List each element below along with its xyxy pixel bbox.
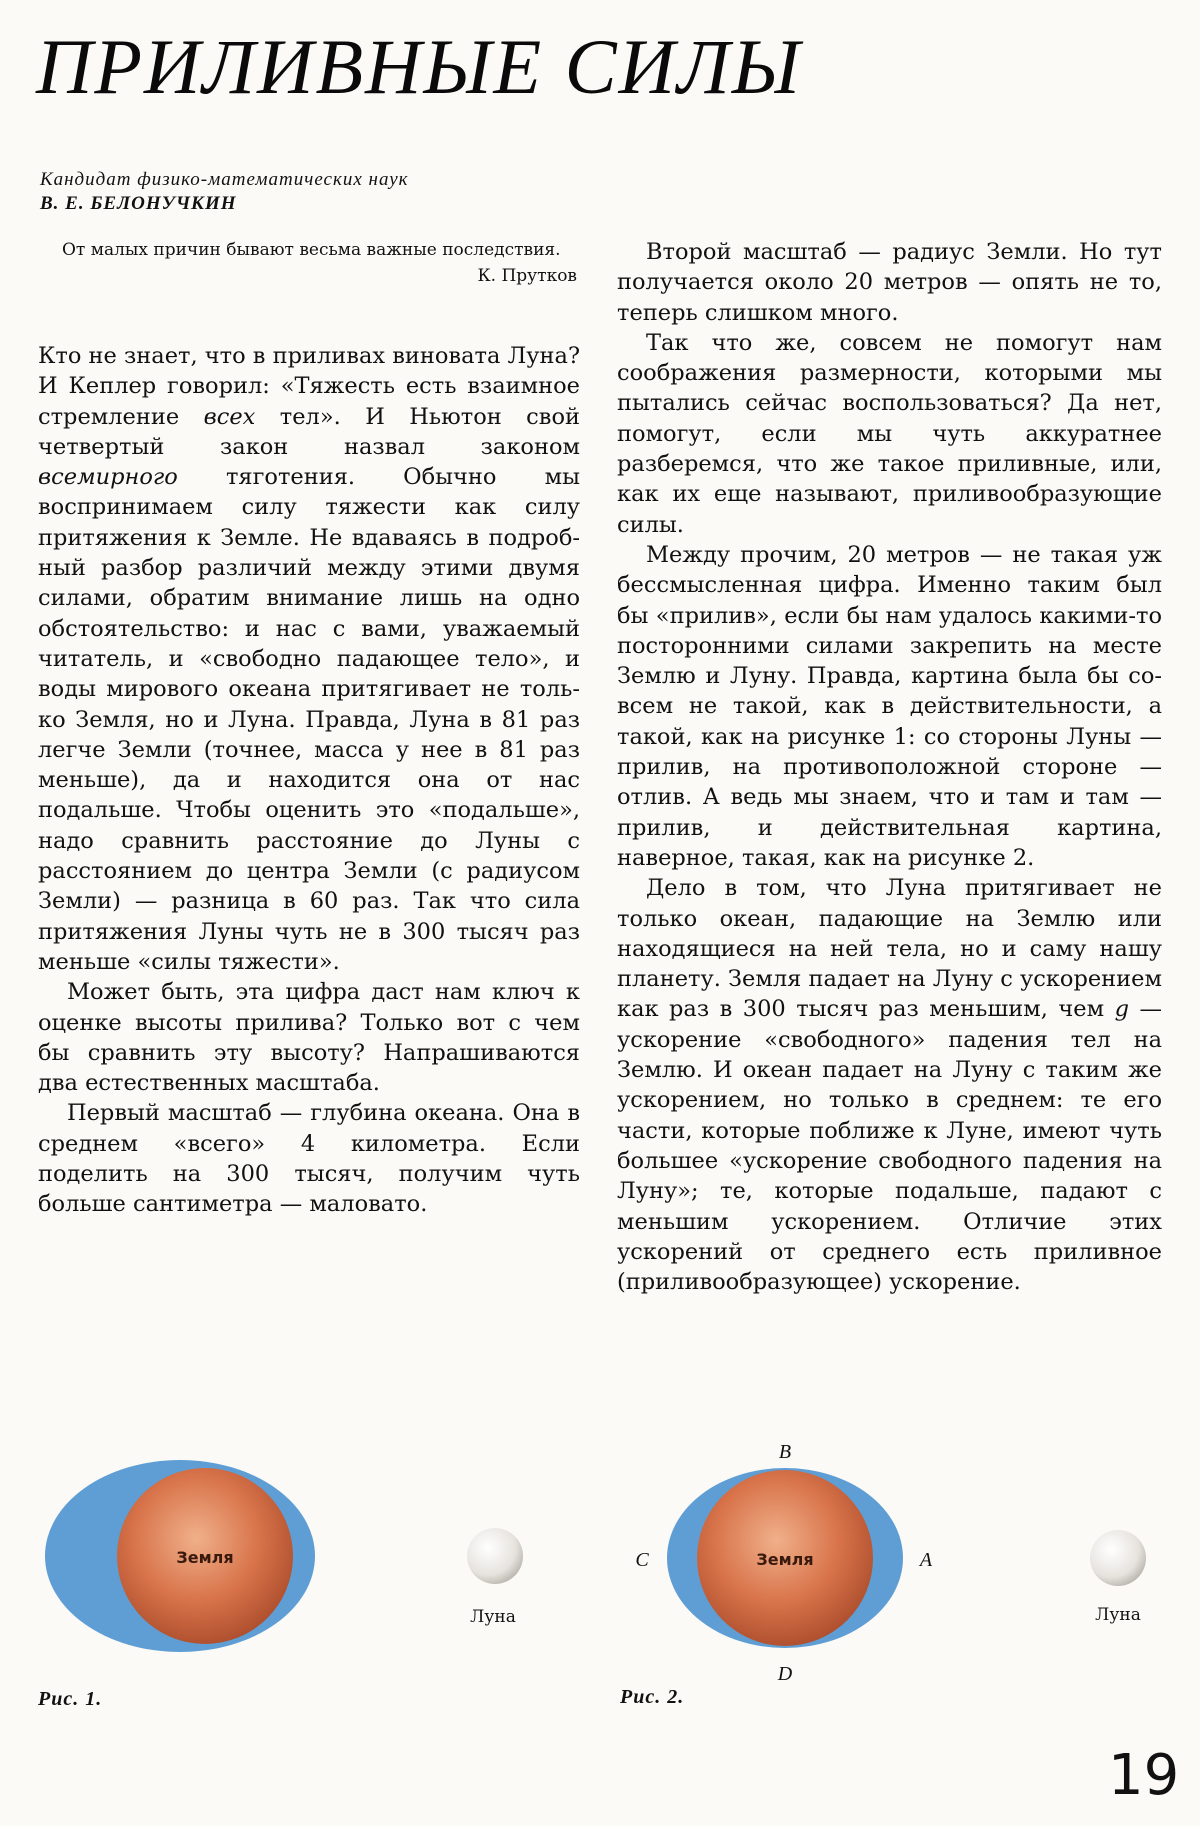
paragraph: Дело в том, что Луна притягивает не только океан, падающие на Землю или находящиеся на ней тела, но и саму нашу планету. Земля падает на Луну с ускорением как раз в 300 тысяч раз меньшим, чем g — ускорение «свободного» падения тел на Землю. И океан падает на Луну с таким же ускорением, но только в среднем: те его части, которые поближе к Луне, имеют чуть большее «ускорение свободного падения на Луну»; те, которые подальше, падают с меньшим ускорением. Отличие этих ускорений от среднего есть приливное (приливообразующее) ускорение. [617, 875, 1162, 1296]
moon-label: Луна [470, 1607, 516, 1627]
point-d-label: D [777, 1663, 793, 1685]
author-name: В. Е. БЕЛОНУЧКИН [40, 193, 237, 214]
figure-2-caption: Рис. 2. [620, 1686, 685, 1708]
moon-globe [467, 1528, 523, 1584]
point-b-label: B [778, 1441, 792, 1463]
paragraph: Кто не знает, что в приливах виновата Луна? И Кеплер говорил: «Тяжесть есть взаимное стремление всех тел». И Ньютон свой четвертый закон назвал законом всемирного тяготения. Обычно мы воспринимаем силу тяжести как силу притяжения к Земле. Не вдаваясь в подробный разбор различий между этими двумя силами, обратим внимание лишь на одно обстоятельство: и нас с вами, уважаемый читатель, и «свободно падающее тело», и воды мирового океана притягивает не только Земля, но и Луна. Правда, Луна в 81 раз легче Земли (точнее, масса у нее в 81 раз меньше), да и находится она от нас подальше. Чтобы оценить это «подальше», надо сравнить расстояние до Луны с расстоянием до центра Земли (с радиусом Земли) — разница в 60 раз. Так что сила притяжения Луны чуть не в 300 тысяч раз меньше «силы тяжести». [38, 343, 581, 975]
epigraph-text: От малых причин бывают весьма важные последствия. [62, 240, 561, 260]
figure-1-caption: Рис. 1. [38, 1688, 103, 1710]
moon-globe [1090, 1530, 1146, 1586]
paragraph: Между прочим, 20 метров — не такая уж бессмысленная цифра. Именно таким был бы «прилив», если бы нам удалось какими-то посторонними силами закрепить на месте Землю и Луну. Правда, картина была бы совсем не такой, как в действительности, а такой, как на рисунке 1: со стороны Луны — прилив, на противоположной стороне — отлив. А ведь мы знаем, что и там и там — прилив, и действительная картина, наверное, такая, как на рисунке 2. [617, 541, 1162, 871]
paragraph: Первый масштаб — глубина океана. Она в среднем «всего» 4 километра. Если поделить на 300 тысяч, получим чуть больше сантиметра — маловато. [38, 1100, 580, 1218]
byline [40, 168, 409, 216]
moon-label: Луна [1095, 1605, 1141, 1625]
body-column-left [38, 341, 580, 1220]
paragraph: Так что же, совсем не помогут нам соображения размерности, которыми мы пытались сейчас воспользоваться? Да нет, помогут, если мы чуть аккуратнее разберемся, что же такое приливные, или, как их еще называют, приливообразующие силы. [617, 329, 1162, 538]
body-column-right [617, 237, 1162, 1297]
page-number: 19 [1108, 1743, 1180, 1808]
point-a-label: A [919, 1549, 933, 1571]
earth-label: Земля [756, 1550, 814, 1569]
point-c-label: C [635, 1549, 649, 1571]
earth-label: Земля [176, 1548, 234, 1567]
author-degree: Кандидат физико-математических наук [40, 169, 409, 190]
epigraph-author: К. Прутков [477, 266, 577, 286]
paragraph: Может быть, эта цифра даст нам ключ к оценке высоты прилива? Только вот с чем бы сравнить эту высоту? Напрашиваются два естественных масштаба. [38, 979, 580, 1097]
figure-2 [620, 1430, 1180, 1690]
article-title: ПРИЛИВНЫЕ СИЛЫ [36, 23, 802, 110]
paragraph: Второй масштаб — радиус Земли. Но тут получается около 20 метров — опять не то, теперь слишком много. [617, 239, 1162, 326]
epigraph [62, 238, 577, 288]
figure-1 [40, 1460, 600, 1690]
